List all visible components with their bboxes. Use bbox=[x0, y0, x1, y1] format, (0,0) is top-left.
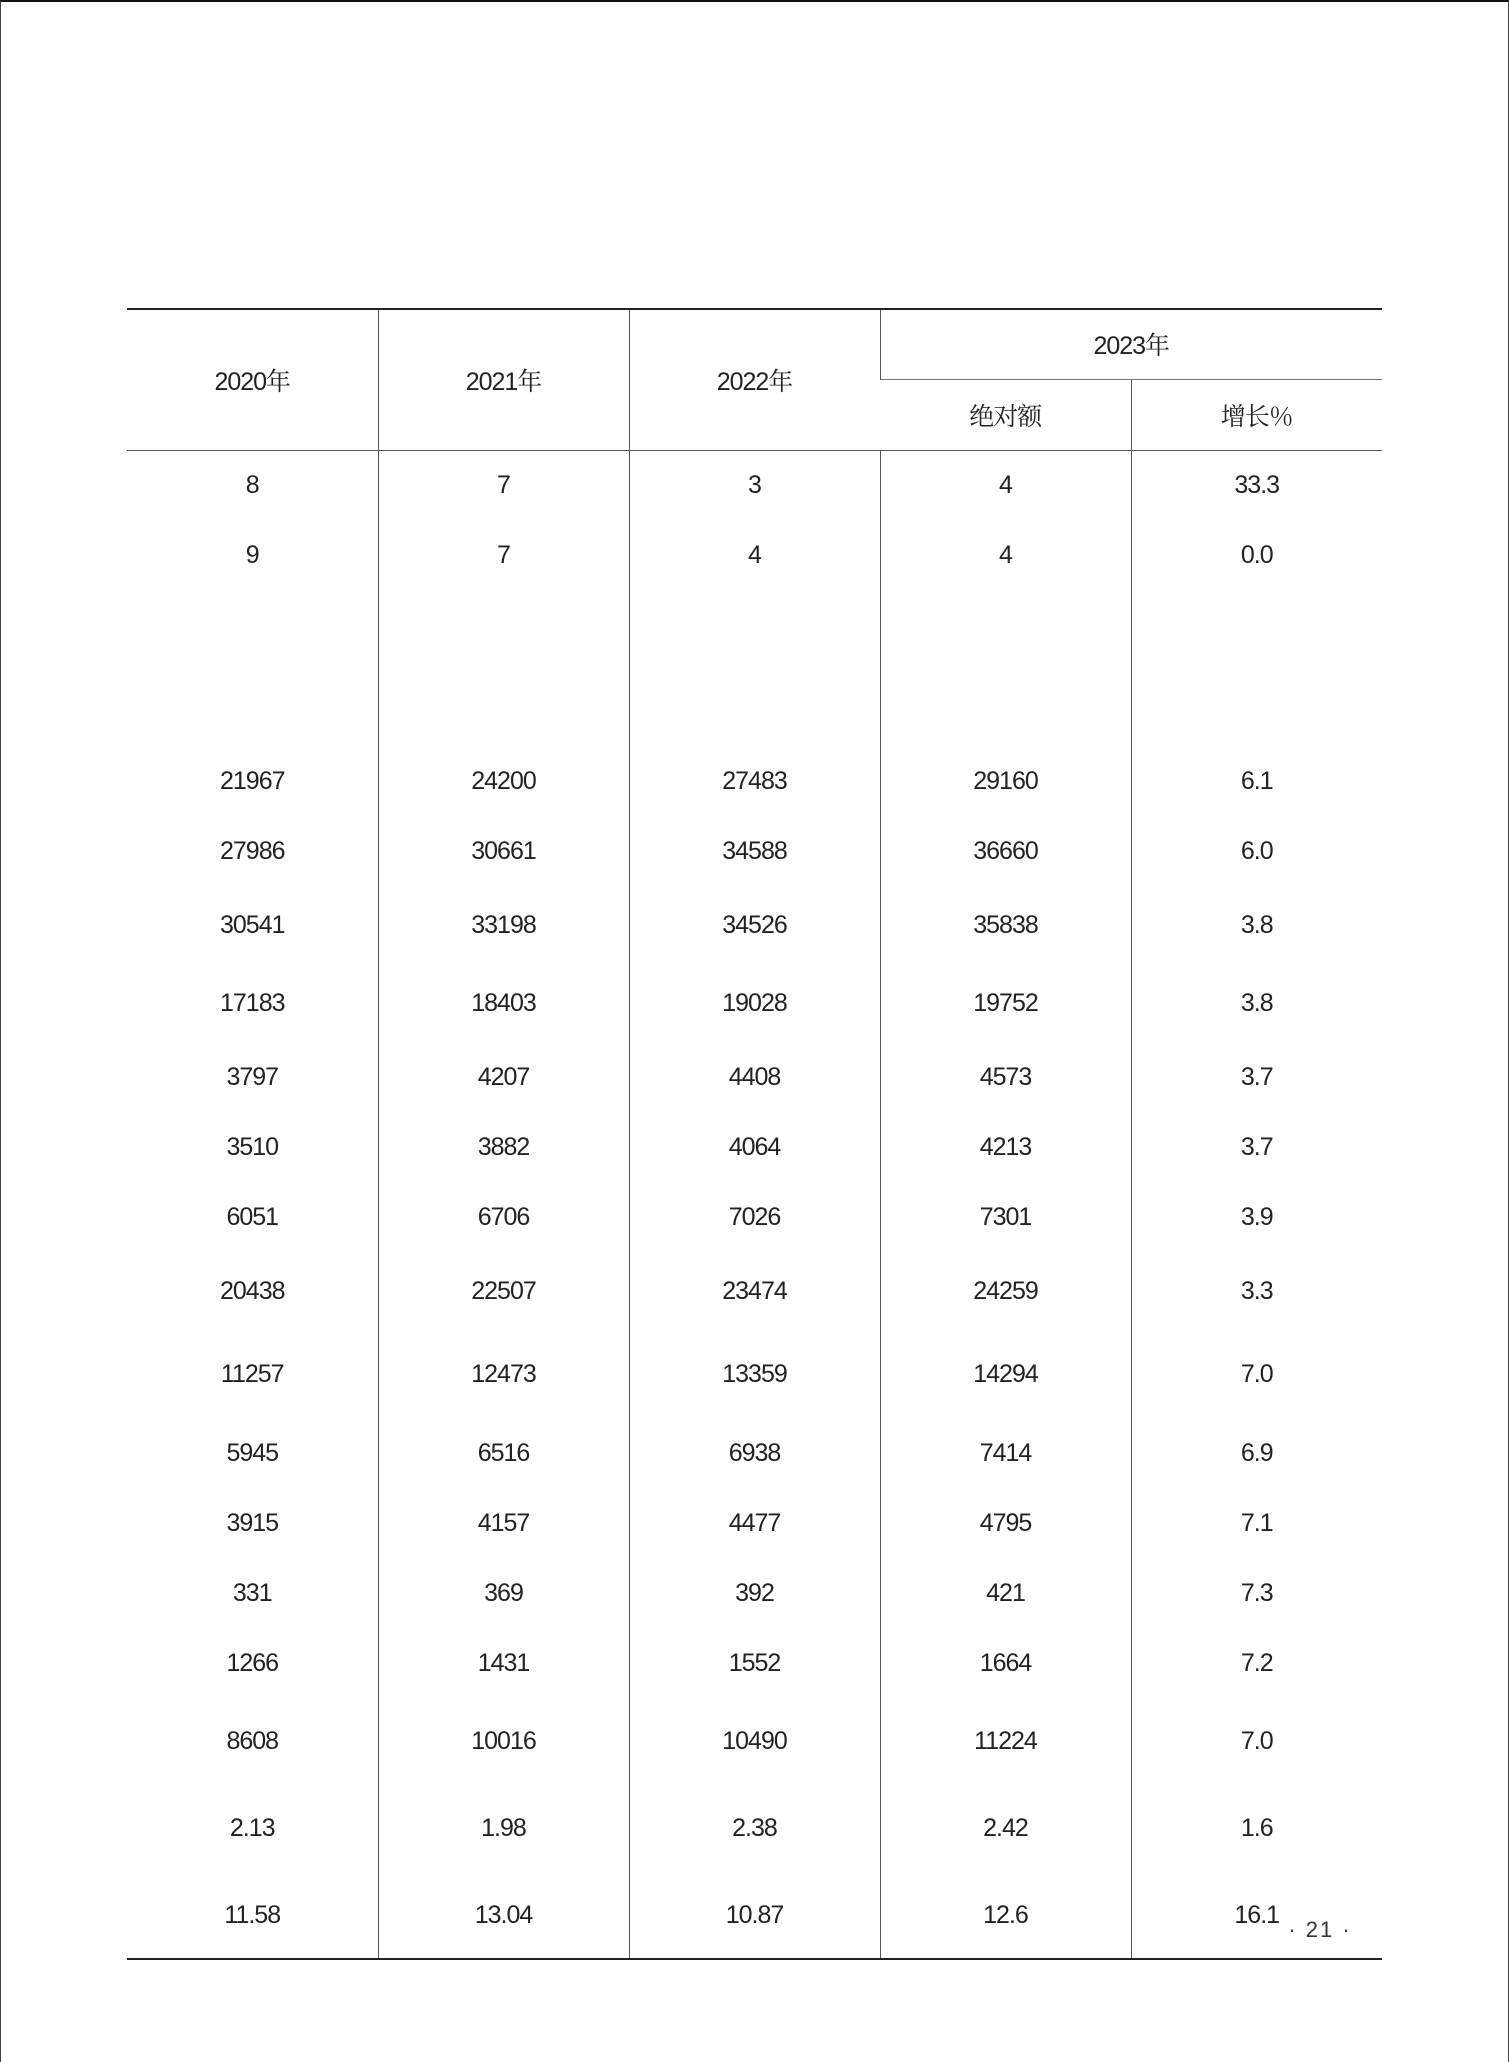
table-cell bbox=[1131, 590, 1382, 746]
table-cell: 8 bbox=[245, 470, 259, 499]
table-cell: 1266 bbox=[226, 1648, 279, 1677]
table-cell: 7.1 bbox=[1131, 1488, 1382, 1558]
table-cell: 10016 bbox=[378, 1698, 629, 1785]
table-cell: 7301 bbox=[880, 1182, 1131, 1252]
table-cell: 3915 bbox=[226, 1508, 279, 1537]
table-cell: 3.3 bbox=[1131, 1252, 1382, 1331]
table-cell: 23474 bbox=[629, 1252, 880, 1331]
table-cell: 9 bbox=[245, 540, 259, 569]
table-row bbox=[127, 1182, 1382, 1252]
table-cell: 3.9 bbox=[1131, 1182, 1382, 1252]
table-cell: 19028 bbox=[629, 964, 880, 1042]
table-cell: 34526 bbox=[629, 886, 880, 964]
table-cell: 3510 bbox=[226, 1132, 279, 1161]
table-cell: 4 bbox=[880, 450, 1131, 520]
table-cell: 7.0 bbox=[1131, 1698, 1382, 1785]
table-cell: 369 bbox=[378, 1558, 629, 1628]
table-cell: 13.04 bbox=[378, 1872, 629, 1959]
table-cell: 4 bbox=[629, 520, 880, 590]
table-cell: 4 bbox=[880, 520, 1131, 590]
table-cell: 11.58 bbox=[127, 1872, 378, 1959]
table-row bbox=[127, 816, 1382, 886]
table-cell: 6938 bbox=[629, 1418, 880, 1488]
table-cell: 33.3 bbox=[1131, 450, 1382, 520]
table-cell: 4795 bbox=[880, 1488, 1131, 1558]
header-2023: 2023年 bbox=[880, 309, 1382, 379]
table-cell: 27483 bbox=[629, 746, 880, 816]
table-row bbox=[127, 450, 1382, 520]
table-row bbox=[127, 1331, 1382, 1418]
table-body bbox=[127, 450, 1382, 1959]
table-row bbox=[127, 1418, 1382, 1488]
table-cell: 24200 bbox=[378, 746, 629, 816]
table-cell: 4207 bbox=[378, 1042, 629, 1112]
table-cell: 4213 bbox=[880, 1112, 1131, 1182]
table-row bbox=[127, 590, 1382, 746]
table-cell: 29160 bbox=[880, 746, 1131, 816]
table-cell: 27986 bbox=[219, 836, 285, 865]
table-cell: 6051 bbox=[226, 1202, 279, 1231]
header-absolute-amount: 绝对额 bbox=[880, 379, 1131, 450]
table-row bbox=[127, 1558, 1382, 1628]
table-row bbox=[127, 1628, 1382, 1698]
table-cell bbox=[880, 590, 1131, 746]
table-row bbox=[127, 1252, 1382, 1331]
table-cell: 421 bbox=[880, 1558, 1131, 1628]
table-cell bbox=[127, 590, 378, 746]
table-row bbox=[127, 886, 1382, 964]
table-cell: 6.9 bbox=[1131, 1418, 1382, 1488]
table-cell: 3 bbox=[629, 450, 880, 520]
header-growth-percent: 增长％ bbox=[1131, 379, 1382, 450]
table-cell: 13359 bbox=[629, 1331, 880, 1418]
statistics-table bbox=[127, 308, 1382, 1960]
table-cell bbox=[629, 590, 880, 746]
table-cell: 20438 bbox=[219, 1277, 285, 1305]
table-cell: 3797 bbox=[226, 1062, 279, 1091]
table-cell: 11224 bbox=[880, 1698, 1131, 1785]
table-cell: 1552 bbox=[629, 1628, 880, 1698]
table-cell: 16.1 bbox=[1131, 1872, 1382, 1959]
table-cell: 3.7 bbox=[1131, 1112, 1382, 1182]
header-2020: 2020年 bbox=[127, 309, 378, 450]
table-row bbox=[127, 1042, 1382, 1112]
table-cell: 3882 bbox=[378, 1112, 629, 1182]
table-cell: 17183 bbox=[219, 988, 285, 1017]
table-cell: 30661 bbox=[378, 816, 629, 886]
table-cell: 7.3 bbox=[1131, 1558, 1382, 1628]
table-cell: 331 bbox=[232, 1578, 272, 1607]
table-cell: 4157 bbox=[378, 1488, 629, 1558]
table-cell: 22507 bbox=[378, 1252, 629, 1331]
table-cell: 12.6 bbox=[880, 1872, 1131, 1959]
table-cell bbox=[378, 590, 629, 746]
table-row bbox=[127, 1698, 1382, 1785]
table-row bbox=[127, 1872, 1382, 1959]
table-cell: 14294 bbox=[880, 1331, 1131, 1418]
table-cell: 7.0 bbox=[1131, 1331, 1382, 1418]
table-cell: 34588 bbox=[629, 816, 880, 886]
table-cell: 18403 bbox=[378, 964, 629, 1042]
table-cell: 3.7 bbox=[1131, 1042, 1382, 1112]
table-cell: 2.38 bbox=[629, 1785, 880, 1872]
table-cell: 7 bbox=[378, 450, 629, 520]
table-cell: 7026 bbox=[629, 1182, 880, 1252]
table-cell: 2.42 bbox=[880, 1785, 1131, 1872]
table-cell: 12473 bbox=[378, 1331, 629, 1418]
table-cell: 33198 bbox=[378, 886, 629, 964]
table-row bbox=[127, 1112, 1382, 1182]
table-cell: 7.2 bbox=[1131, 1628, 1382, 1698]
header-2021: 2021年 bbox=[378, 309, 629, 450]
table-cell: 5945 bbox=[226, 1438, 279, 1467]
table-cell: 35838 bbox=[880, 886, 1131, 964]
table-row bbox=[127, 520, 1382, 590]
table-cell: 8608 bbox=[226, 1727, 279, 1755]
table-cell: 10490 bbox=[629, 1698, 880, 1785]
header-2022: 2022年 bbox=[629, 309, 880, 450]
table-cell: 4064 bbox=[629, 1112, 880, 1182]
page-number: · 21 · bbox=[1288, 1917, 1352, 1942]
table-cell: 11257 bbox=[220, 1360, 284, 1388]
table-cell: 10.87 bbox=[629, 1872, 880, 1959]
table-cell: 6.1 bbox=[1131, 746, 1382, 816]
table-cell: 4408 bbox=[629, 1042, 880, 1112]
table-cell: 1664 bbox=[880, 1628, 1131, 1698]
table-row bbox=[127, 746, 1382, 816]
table-cell: 1.6 bbox=[1131, 1785, 1382, 1872]
table-cell: 392 bbox=[629, 1558, 880, 1628]
table-cell: 4477 bbox=[629, 1488, 880, 1558]
table-cell: 4573 bbox=[880, 1042, 1131, 1112]
table-row bbox=[127, 964, 1382, 1042]
table-cell: 6516 bbox=[378, 1418, 629, 1488]
table-cell: 3.8 bbox=[1131, 886, 1382, 964]
table-row bbox=[127, 1488, 1382, 1558]
table-cell: 7414 bbox=[880, 1418, 1131, 1488]
table-row bbox=[127, 1785, 1382, 1872]
table-cell: 7 bbox=[378, 520, 629, 590]
table-cell: 1.98 bbox=[378, 1785, 629, 1872]
table-cell: 21967 bbox=[219, 766, 285, 795]
table-cell: 3.8 bbox=[1131, 964, 1382, 1042]
table-cell: 0.0 bbox=[1131, 520, 1382, 590]
table-cell: 19752 bbox=[880, 964, 1131, 1042]
table-cell: 36660 bbox=[880, 816, 1131, 886]
table-cell: 30541 bbox=[219, 910, 285, 939]
table-cell: 6706 bbox=[378, 1182, 629, 1252]
table-cell: 24259 bbox=[880, 1252, 1131, 1331]
table-cell: 2.13 bbox=[229, 1814, 275, 1842]
table-cell: 1431 bbox=[378, 1628, 629, 1698]
table-cell: 6.0 bbox=[1131, 816, 1382, 886]
